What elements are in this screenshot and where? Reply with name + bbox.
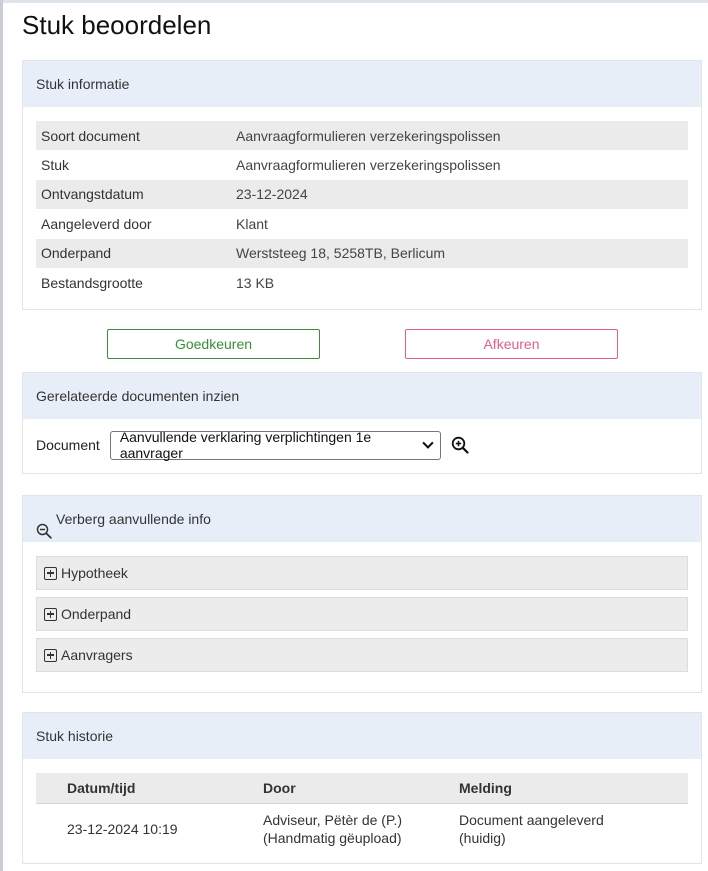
info-value: 13 KB	[236, 274, 275, 291]
related-documents-panel	[22, 372, 702, 474]
expand-icon	[44, 567, 57, 580]
history-message	[459, 811, 688, 847]
history-by-note: (Handmatig gëupload)	[263, 829, 402, 846]
page-title: Stuk beoordelen	[22, 10, 212, 40]
history-panel	[22, 712, 702, 864]
expand-icon	[44, 649, 57, 662]
left-border	[0, 0, 3, 871]
info-row	[36, 150, 688, 179]
section-onderpand[interactable]	[36, 597, 688, 631]
info-label: Stuk	[41, 157, 70, 174]
info-value: Werststeeg 18, 5258TB, Berlicum	[236, 245, 446, 262]
column-header: Door	[263, 780, 296, 796]
info-panel-header: Stuk informatie	[23, 61, 701, 107]
zoom-out-icon	[36, 511, 52, 527]
history-header: Stuk historie	[23, 713, 701, 759]
column-header: Melding	[459, 780, 512, 796]
extra-info-panel	[22, 495, 702, 693]
info-label: Onderpand	[41, 245, 112, 262]
info-row	[36, 209, 688, 238]
expand-icon	[44, 608, 57, 621]
history-by	[263, 811, 459, 847]
info-row	[36, 121, 688, 150]
document-select-value: Aanvullende verklaring verplichtingen 1e aanvrager	[119, 429, 372, 461]
related-documents-header: Gerelateerde documenten inzien	[23, 373, 701, 419]
history-message-note: (huidig)	[459, 829, 506, 846]
reject-button[interactable]: Afkeuren	[405, 329, 618, 359]
top-border	[0, 0, 708, 3]
info-label: Ontvangstdatum	[41, 186, 144, 203]
history-table	[23, 759, 701, 853]
info-value: 23-12-2024	[236, 186, 308, 203]
info-row	[36, 239, 688, 268]
info-value: Aanvraagformulieren verzekeringspolissen	[236, 157, 501, 174]
document-select-row	[23, 419, 701, 471]
column-header: Datum/tijd	[67, 780, 136, 796]
section-label: Onderpand	[61, 606, 132, 622]
extra-info-toggle-label: Verberg aanvullende info	[56, 511, 211, 527]
info-label: Soort document	[41, 127, 140, 144]
info-row	[36, 268, 688, 297]
info-panel	[22, 60, 702, 310]
extra-info-sections	[23, 542, 701, 672]
history-datetime: 23-12-2024 10:19	[67, 820, 178, 837]
section-hypotheek[interactable]	[36, 556, 688, 590]
document-select[interactable]	[110, 431, 441, 460]
info-row	[36, 180, 688, 209]
info-value: Aanvraagformulieren verzekeringspolissen	[236, 127, 501, 144]
info-label: Aangeleverd door	[41, 215, 152, 232]
info-value: Klant	[236, 215, 268, 232]
history-table-header	[36, 773, 688, 803]
table-row	[36, 803, 688, 853]
history-by-line: Adviseur, Pëtèr de (P.)	[263, 811, 403, 828]
section-label: Hypotheek	[61, 565, 128, 581]
info-label: Bestandsgrootte	[41, 274, 143, 291]
document-label: Document	[36, 437, 100, 453]
zoom-in-icon[interactable]	[451, 436, 469, 454]
approve-button[interactable]: Goedkeuren	[107, 329, 320, 359]
info-table	[23, 107, 701, 297]
history-message-line: Document aangeleverd	[459, 811, 604, 828]
extra-info-toggle[interactable]	[23, 496, 701, 542]
section-label: Aanvragers	[61, 647, 133, 663]
section-aanvragers[interactable]	[36, 638, 688, 672]
